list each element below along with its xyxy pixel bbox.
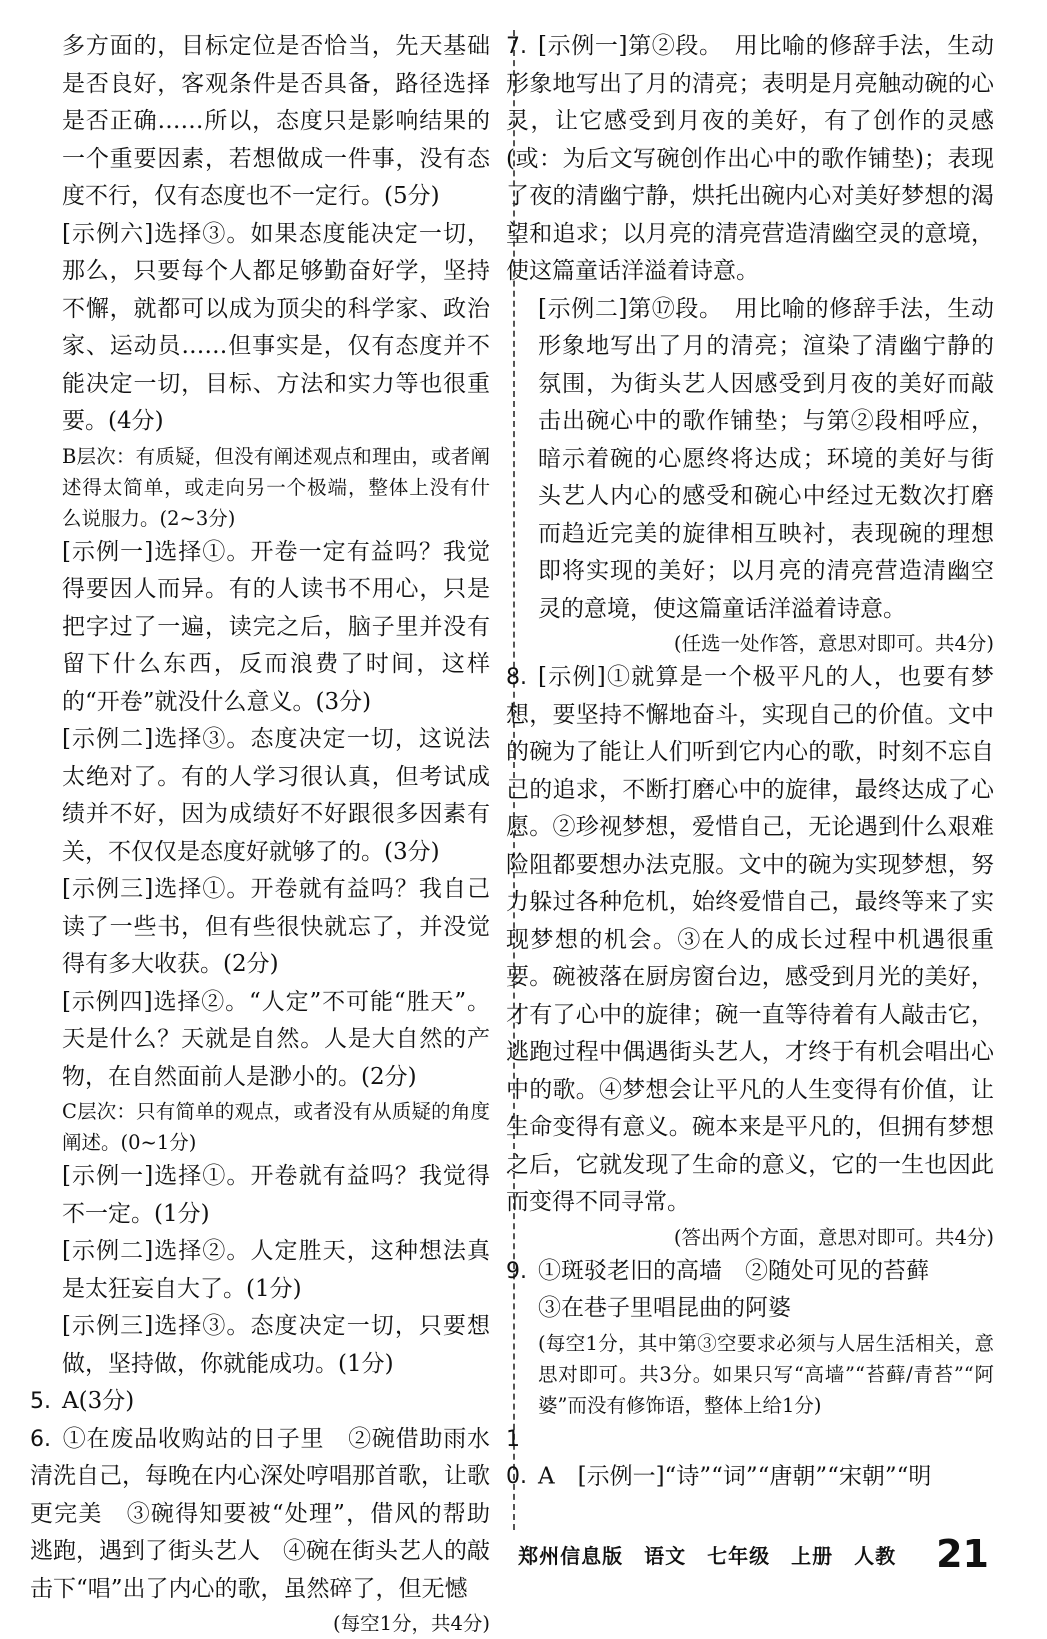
answer-text: ①在废品收购站的日子里 ②碗借助雨水清洗自己，每晚在内心深处哼唱那首歌，让歌更完美 ③碗得知要被“处理”，借风的帮助逃跑，遇到了街头艺人 ④碗在街头艺人的敲击下“唱”出了内心的歌，虽然碎了，但无憾 [30, 1425, 490, 1602]
answer-paragraph [62, 721, 490, 871]
scoring-note [538, 1328, 994, 1421]
page-number: 21 [936, 1532, 989, 1576]
page-footer [300, 1532, 989, 1576]
footer-edition-info: 郑州信息版 语文 七年级 上册 人教 [518, 1543, 897, 1568]
answer-paragraph [538, 1290, 994, 1328]
answer-text: [示例一]选择①。开卷就有益吗？我觉得不一定。(1分) [62, 1163, 490, 1227]
answer-text: (答出两个方面，意思对即可。共4分) [673, 1225, 994, 1249]
question-number: 10. [506, 1426, 527, 1489]
answer-item [506, 1253, 994, 1291]
answer-text: [示例一]第②段。 用比喻的修辞手法，生动形象地写出了月的清亮；表明是月亮触动碗的心灵，让它感受到月夜的美好，有了创作的灵感(或：为后文写碗创作出心中的歌作铺垫)；表现了夜的清幽宁静，烘托出碗内心对美好梦想的渴望和追求；以月亮的清亮营造清幽空灵的意境，使这篇童话洋溢着诗意。 [506, 33, 994, 284]
question-number: 6. [30, 1426, 51, 1452]
right-column [506, 28, 994, 1496]
scoring-note [62, 1096, 490, 1158]
answer-text: [示例]①就算是一个极平凡的人，也要有梦想，要坚持不懈地奋斗，实现自己的价值。文中的碗为了能让人们听到它内心的歌，时刻不忘自己的追求，不断打磨心中的旋律，最终达成了心愿。②珍视梦想，爱惜自己，无论遇到什么艰难险阻都要想办法克服。文中的碗为实现梦想，努力躲过各种危机，始终爱惜自己，最终等来了实现梦想的机会。③在人的成长过程中机遇很重要。碗被落在厨房窗台边，感受到月光的美好，才有了心中的旋律；碗一直等待着有人敲击它，逃跑过程中偶遇街头艺人，才终于有机会唱出心中的歌。④梦想会让平凡的人生变得有价值，让生命变得有意义。碗本来是平凡的，但拥有梦想之后，它就发现了生命的意义，它的一生也因此而变得不同寻常。 [506, 664, 994, 1215]
answer-text: 多方面的，目标定位是否恰当，先天基础是否良好，客观条件是否具备，路径选择是否正确……所以，态度只是影响结果的一个重要因素，若想做成一件事，没有态度不行，仅有态度也不一定行。(5分) [62, 33, 490, 209]
answer-text: A(3分) [62, 1388, 135, 1414]
answer-text: [示例三]选择①。开卷就有益吗？我自己读了一些书，但有些很快就忘了，并没觉得有多大收获。(2分) [62, 876, 490, 977]
answer-text: ③在巷子里唱昆曲的阿婆 [538, 1295, 791, 1321]
answer-item [30, 1421, 490, 1609]
scoring-note [62, 1608, 490, 1639]
answer-item [506, 28, 994, 291]
answer-text: (每空1分，其中第③空要求必须与人居生活相关，意思对即可。共3分。如果只写“高墙”“苔藓/青苔”“阿婆”而没有修饰语，整体上给1分) [538, 1331, 994, 1417]
question-number: 7. [506, 34, 527, 59]
answer-paragraph [62, 216, 490, 441]
answer-paragraph [62, 1233, 490, 1308]
answer-text: [示例三]选择③。态度决定一切，只要想做，坚持做，你就能成功。(1分) [62, 1313, 490, 1377]
answer-text: A [示例一]“诗”“词”“唐朝”“宋朝”“明 [538, 1463, 932, 1489]
answer-paragraph [62, 1308, 490, 1383]
answer-text: [示例二]第⑰段。 用比喻的修辞手法，生动形象地写出了月的清亮；渲染了清幽宁静的氛围，为街头艺人因感受到月夜的美好而敲击出碗心中的歌作铺垫；与第②段相呼应，暗示着碗的心愿终将达成；环境的美好与街头艺人内心的感受和碗心中经过无数次打磨而趋近完美的旋律相互映衬，表现碗的理想即将实现的美好；以月亮的清亮营造清幽空灵的意境，使这篇童话洋溢着诗意。 [538, 295, 994, 622]
question-number: 8. [506, 665, 527, 690]
answer-item [506, 659, 994, 1222]
answer-text: [示例二]选择②。人定胜天，这种想法真是太狂妄自大了。(1分) [62, 1238, 490, 1302]
question-number: 5. [30, 1389, 51, 1414]
answer-text: [示例二]选择③。态度决定一切，这说法太绝对了。有的人学习很认真，但考试成绩并不好，因为成绩好不好跟很多因素有关，不仅仅是态度好就够了的。(3分) [62, 726, 490, 865]
answer-paragraph [62, 984, 490, 1097]
left-column [30, 28, 490, 1639]
question-number: 9. [506, 1258, 527, 1284]
answer-text: ①斑驳老旧的高墙 ②随处可见的苔藓 [538, 1257, 929, 1284]
answer-text: [示例四]选择②。“人定”不可能“胜天”。天是什么？天就是自然。人是大自然的产物，在自然面前人是渺小的。(2分) [62, 988, 490, 1090]
answer-text: (任选一处作答，意思对即可。共4分) [673, 632, 994, 655]
answer-text: [示例六]选择③。如果态度能决定一切，那么，只要每个人都足够勤奋好学，坚持不懈，就都可以成为顶尖的科学家、政治家、运动员……但事实是，仅有态度并不能决定一切，目标、方法和实力等也很重要。(4分) [62, 220, 490, 434]
answer-text: (每空1分，共4分) [332, 1612, 490, 1635]
answer-paragraph [62, 1158, 490, 1233]
answer-paragraph [62, 534, 490, 722]
answer-paragraph [62, 871, 490, 984]
answer-text: C层次：只有简单的观点，或者没有从质疑的角度阐述。(0~1分) [62, 1100, 490, 1154]
answer-item [506, 1421, 994, 1496]
answer-text: [示例一]选择①。开卷一定有益吗？我觉得要因人而异。有的人读书不用心，只是把字过了一遍，读完之后，脑子里并没有留下什么东西，反而浪费了时间，这样的“开卷”就没什么意义。(3分) [62, 538, 490, 715]
answer-paragraph [538, 291, 994, 629]
scoring-note [62, 441, 490, 534]
answer-item [30, 1383, 490, 1421]
answer-paragraph [62, 28, 490, 216]
scoring-note [538, 628, 994, 659]
answer-text: B层次：有质疑，但没有阐述观点和理由，或者阐述得太简单，或走向另一个极端，整体上没有什么说服力。(2~3分) [62, 444, 490, 530]
scoring-note [538, 1222, 994, 1253]
